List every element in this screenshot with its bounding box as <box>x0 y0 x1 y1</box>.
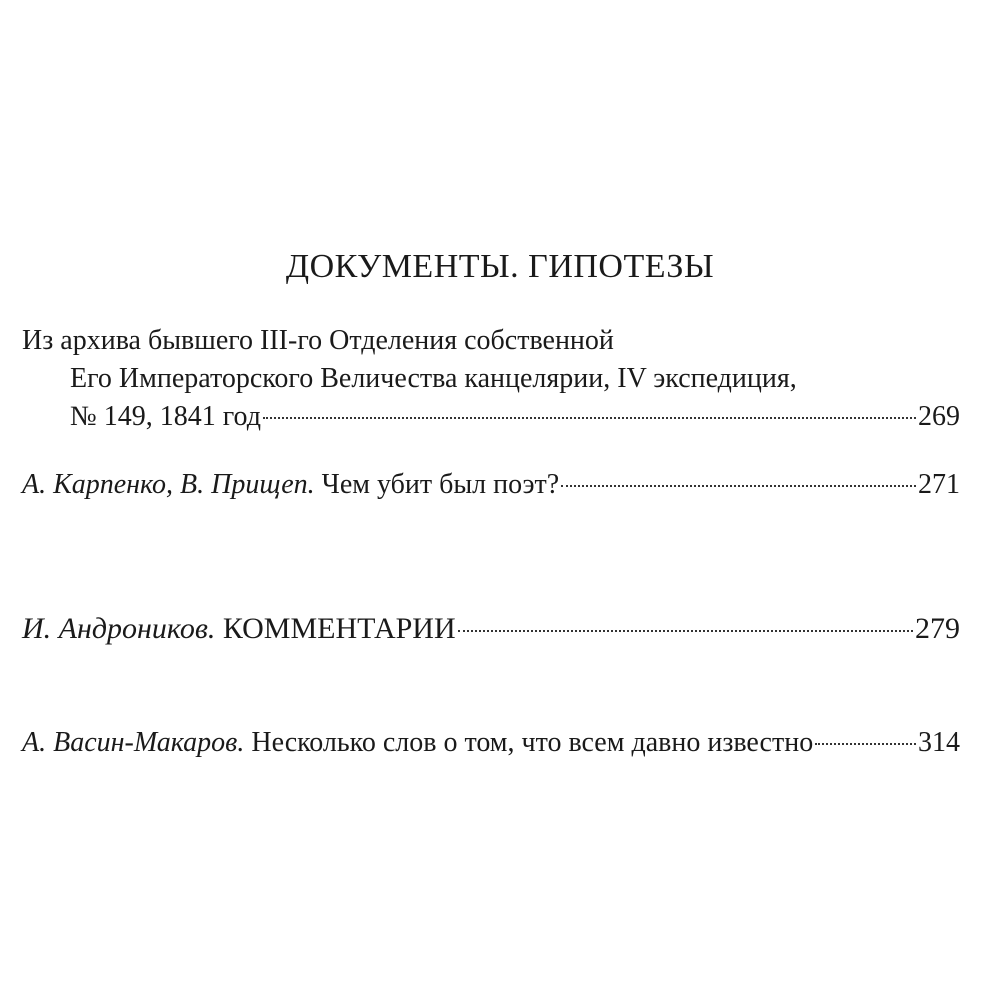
toc-entry-line <box>22 322 960 360</box>
toc-entry-line <box>22 610 960 648</box>
dot-leader <box>458 630 913 632</box>
dot-leader <box>815 743 916 745</box>
dot-leader <box>561 485 916 487</box>
page-number: 279 <box>915 612 960 645</box>
toc-entry-line <box>22 724 960 762</box>
entry-title: КОММЕНТАРИИ <box>222 612 456 645</box>
toc-entry-text: Из архива бывшего III-го Отделения собственной <box>22 325 614 356</box>
toc-entry-andronikov <box>22 610 960 648</box>
entry-title: Несколько слов о том, что всем давно известно <box>251 727 814 758</box>
entry-author: А. Карпенко, В. Прищеп. <box>22 469 315 500</box>
toc-entry-vasin-makarov <box>22 724 960 762</box>
page-number: 269 <box>918 401 960 432</box>
entry-author: А. Васин-Макаров. <box>22 727 245 758</box>
dot-leader <box>263 417 916 419</box>
entry-author: И. Андроников. <box>22 612 216 645</box>
toc-entry-archive <box>22 322 960 436</box>
toc-entry-line <box>22 398 960 436</box>
toc-entry-text: № 149, 1841 год <box>70 401 261 432</box>
page-number: 271 <box>918 469 960 500</box>
toc-entry-text: Его Императорского Величества канцелярии, IV экспедиция, <box>70 363 797 394</box>
section-title: ДОКУМЕНТЫ. ГИПОТЕЗЫ <box>285 248 715 285</box>
toc-entry-karpenko <box>22 466 960 504</box>
entry-title: Чем убит был поэт? <box>321 469 560 500</box>
page-number: 314 <box>918 727 960 758</box>
toc-entry-line <box>22 360 960 398</box>
toc-entry-line <box>22 466 960 504</box>
